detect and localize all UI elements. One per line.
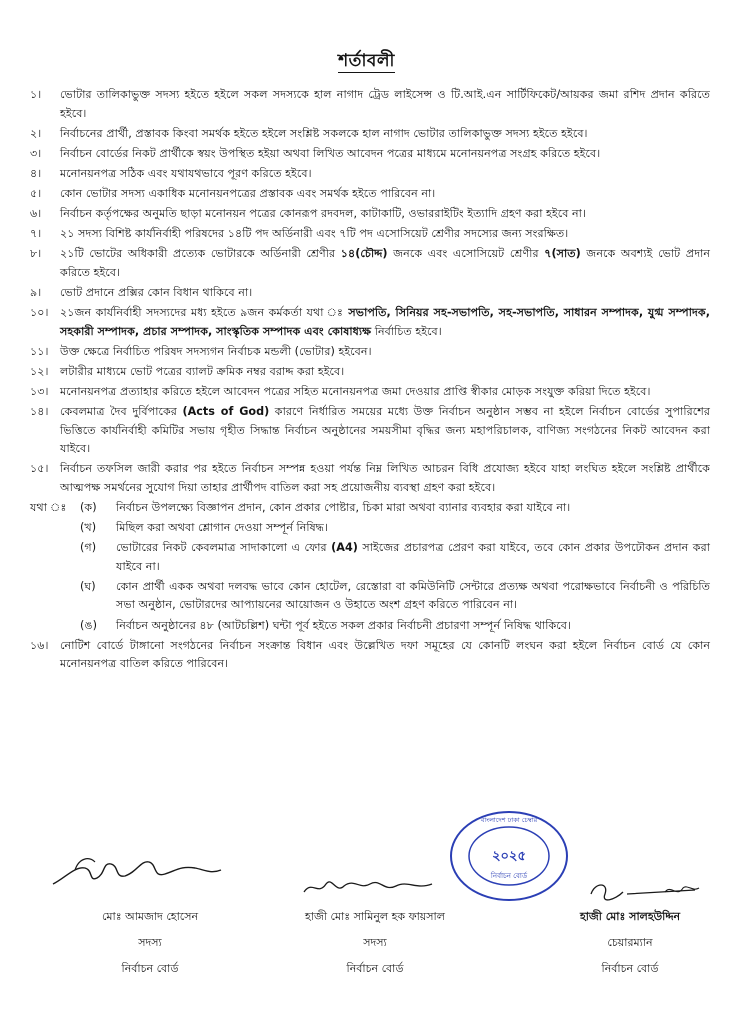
seal-ring-text: বাংলাদেশ ঢাকা চেম্বার — [480, 816, 538, 824]
signatory-name: হাজী মোঃ সালহউদ্দিন — [579, 910, 681, 923]
subitem-gha: (ঘ) কোন প্রার্থী একক অথবা দলবদ্ধ ভাবে কোন হোটেল, রেস্তোরা বা কমিউনিটি সেন্টারে প্রত্যক্ষ অথবা পরোক্ষভাবে নির্বাচনী ও পরিচিতি সভা অনুষ্ঠান, ভোটারদের আপ্যায়নের আয়োজন ও উহাতে অংশ গ্রহণ করিতে পারিবেন না। — [80, 579, 710, 612]
signatory-1 — [60, 904, 240, 982]
clause-10: ১০। ২১জন কার্যনির্বাহী সদস্যদের মধ্য হইতে ৯জন কর্মকর্তা যথা ঃ সভাপতি, সিনিয়র সহ-সভাপতি, সহ-সভাপতি, সাধারন সম্পাদক, যুগ্ম সম্পাদক, সহকারী সম্পাদক, প্রচার সম্পাদক, সাংস্কৃতিক সম্পাদক এবং কোষাধ্যক্ষ নির্বাচিত হইবে। — [30, 306, 710, 338]
signatory-name: হাজী মোঃ সামিনুল হক ফায়সাল — [305, 910, 445, 923]
clause-16: ১৬। নোটিশ বোর্ডে টাঙ্গানো সংগঠনের নির্বাচন সংক্রান্ত বিধান এবং উল্লেখিত দফা সমূহের যে কোনটি লংঘন করা হইলে নির্বাচন বোর্ড যে কোন মনোনয়নপত্র বাতিল করিতে পারিবেন। — [30, 638, 710, 671]
clause-4: ৪। মনোনয়নপত্র সঠিক এবং যথাযথভাবে পূরণ করিতে হইবে। — [30, 166, 312, 180]
signatory-board: নির্বাচন বোর্ড — [346, 962, 404, 975]
seal-year: ২০২৫ — [492, 849, 526, 864]
seal-bottom-text: নির্বাচন বোর্ড — [490, 872, 528, 880]
signatory-2 — [265, 904, 485, 982]
subitem-ga: (গ) ভোটারের নিকট কেবলমাত্র সাদাকালো এ ফোর (A4) সাইজের প্রচারপত্র প্রেরণ করা যাইবে, তবে কোন প্রকার উপঢৌকন প্রদান করা যাইবে না। — [80, 541, 711, 573]
subitem-ka: যথা ঃ (ক) নির্বাচন উপলক্ষ্যে বিজ্ঞাপন প্রদান, কোন প্রকার পোষ্টার, চিকা মারা অথবা ব্যানার ব্যবহার করা যাইবে না। — [30, 500, 571, 514]
signatory-board: নির্বাচন বোর্ড — [601, 962, 659, 975]
signatory-3 — [540, 904, 720, 982]
clause-5: ৫। কোন ভোটার সদস্য একাধিক মনোনয়নপত্রের প্রস্তাবক এবং সমর্থক হইতে পারিবেন না। — [30, 186, 436, 200]
subitem-kha: (খ) মিছিল করা অথবা শ্লোগান দেওয়া সম্পূর্ন নিষিদ্ধ। — [80, 521, 329, 535]
clause-2: ২। নির্বাচনের প্রার্থী, প্রস্তাবক কিংবা সমর্থক হইতে হইলে সংশ্লিষ্ট সকলকে হাল নাগাদ ভোটার তালিকাভুক্ত সদস্য হইতে হইবে। — [30, 126, 588, 140]
clause-9: ৯। ভোট প্রদানে প্রক্সির কোন বিধান থাকিবে না। — [30, 285, 253, 299]
signature-amjad — [45, 848, 225, 898]
signatory-role: সদস্য — [138, 936, 162, 949]
clauses-list — [30, 86, 710, 675]
signature-saminul — [300, 870, 440, 906]
clause-11: ১১। উক্ত ক্ষেত্রে নির্বাচিত পরিষদ সদস্যগন নির্বাচক মন্ডলী (ভোটার) হইবেন। — [30, 344, 372, 358]
clause-8: ৮। ২১টি ভোটের অধিকারী প্রত্যেক ভোটারকে অর্ডিনারী শ্রেণীর ১৪(চৌদ্দ) জনকে এবং এসোসিয়েট শ্রেণীর ৭(সাত) জনকে অবশ্যই ভোট প্রদান করিতে হইবে। — [30, 247, 711, 279]
document-title: শর্তাবলী — [338, 51, 395, 71]
clause-13: ১৩। মনোনয়নপত্র প্রত্যাহার করিতে হইলে আবেদন পত্রের সহিত মনোনয়নপত্র জমা দেওয়ার প্রাপ্তি স্বীকার মোড়ক সংযুক্ত করিয়া দিতে হইবে। — [30, 384, 651, 398]
subitem-umo: (ঙ) নির্বাচন অনুষ্ঠানের ৪৮ (আটচল্লিশ) ঘন্টা পূর্ব হইতে সকল প্রকার নির্বাচনী প্রচারণা সম্পূর্ন নিষিদ্ধ থাকিবে। — [80, 618, 572, 632]
clause-12: ১২। লটারীর মাধ্যমে ভোট পত্রের ব্যালট ক্রমিক নম্বর বরাদ্দ করা হইবে। — [30, 364, 345, 378]
clause-14: ১৪। কেবলমাত্র দৈব দুর্বিপাকের (Acts of God) কারণে নির্ধারিত সময়ের মধ্যে উক্ত নির্বাচন অনুষ্ঠান সম্ভব না হইলে নির্বাচন বোর্ডের সুপারিশের ভিত্তিতে কার্যনির্বাহী কমিটির সভায় গৃহীত সিদ্ধান্ত নির্বাচন অনুষ্ঠানের সময়সীমা বৃদ্ধির জন্য মহাপরিচালক, বাণিজ্য সংগঠনের নিকট আবেদন করা যাইবে। — [30, 405, 710, 456]
signatory-role: চেয়ারম্যান — [607, 936, 653, 949]
signature-salahuddin — [585, 876, 705, 906]
clause-1: ১। ভোটার তালিকাভুক্ত সদস্য হইতে হইলে সকল সদস্যকে হাল নাগাদ ট্রেড লাইসেন্স ও টি.আই.এন সার্টিফিকেট/আয়কর জমা রশিদ প্রদান করিতে হইবে। — [30, 88, 710, 120]
clause-6: ৬। নির্বাচন কর্তৃপক্ষের অনুমতি ছাড়া মনোনয়ন পত্রের কোনরূপ রদবদল, কাটাকাটি, ওভাররাইটিং ইত্যাদি গ্রহণ করা হইবে না। — [30, 207, 586, 221]
clause-3: ৩। নির্বাচন বোর্ডের নিকট প্রার্থীকে স্বয়ং উপস্থিত হইয়া অথবা লিখিত আবেদন পত্রের মাধ্যমে মনোনয়নপত্র সংগ্রহ করিতে হইবে। — [30, 146, 601, 160]
clause-15: ১৫। নির্বাচন তফসিল জারী করার পর হইতে নির্বাচন সম্পন্ন হওয়া পর্যন্ত নিম্ন লিখিত আচরন বিধি প্রযোজ্য হইবে যাহা লংঘিত হইলে সংশ্লিষ্ট প্রার্থীকে আত্মপক্ষ সমর্থনের সুযোগ দিয়া তাহার প্রার্থীপদ বাতিল করা সহ প্রয়োজনীয় ব্যবস্থা গ্রহণ করা হইবে। — [30, 462, 710, 494]
clause-7: ৭। ২১ সদস্য বিশিষ্ট কার্যনির্বাহী পরিষদের ১৪টি পদ অর্ডিনারী এবং ৭টি পদ এসোসিয়েট শ্রেণীর সদস্যের জন্য সংরক্ষিত। — [30, 227, 569, 241]
signatory-board: নির্বাচন বোর্ড — [121, 962, 179, 975]
organization-seal — [448, 808, 570, 904]
signatory-role: সদস্য — [363, 936, 387, 949]
signatory-name: মোঃ আমজাদ হোসেন — [101, 910, 199, 923]
